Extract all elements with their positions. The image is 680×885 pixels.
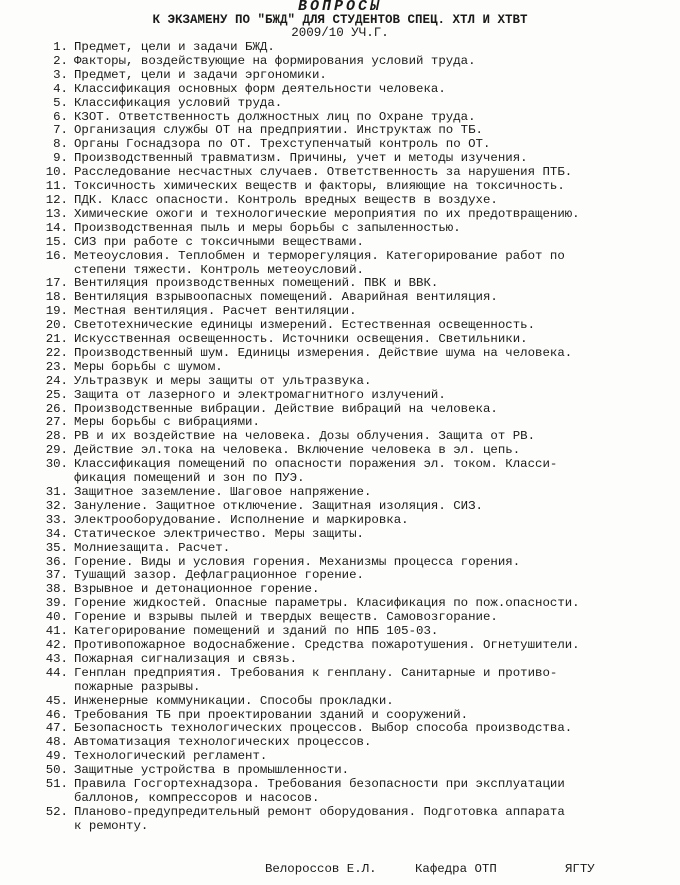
question-item: [30, 722, 650, 736]
question-item: [30, 250, 650, 278]
question-number: 35.: [45, 540, 68, 555]
question-item: [30, 695, 650, 709]
question-number: 49.: [45, 749, 68, 764]
question-item: [30, 542, 650, 556]
question-text: Производственная пыль и меры борьбы с запыленностью.: [74, 220, 461, 235]
academic-year: 2009/10 УЧ.Г.: [291, 26, 389, 40]
question-number: 42.: [45, 637, 68, 652]
question-item: [30, 583, 650, 597]
question-text: Тушащий зазор. Дефлаграционное горение.: [74, 568, 364, 583]
question-text: Электрооборудование. Исполнение и маркировка.: [74, 512, 409, 527]
question-text: Вентиляция производственных помещений. ПВК и ВВК.: [74, 276, 439, 291]
question-item: [30, 486, 650, 500]
question-item: [30, 97, 650, 111]
question-text: СИЗ при работе с токсичными веществами.: [74, 234, 364, 249]
question-number: 44.: [45, 665, 68, 680]
question-text: Светотехнические единицы измерений. Естественная освещенность.: [74, 318, 536, 333]
question-number: 50.: [45, 763, 68, 778]
question-text: Требования ТБ при проектировании зданий и сооружений.: [74, 707, 469, 722]
question-number: 45.: [45, 693, 68, 708]
question-text: Меры борьбы с вибрациями.: [74, 415, 260, 430]
question-text: Предмет, цели и задачи эргономики.: [74, 67, 327, 82]
footer-department: Кафедра ОТП: [415, 862, 497, 876]
question-text: Ультразвук и меры защиты от ультразвука.: [74, 373, 372, 388]
question-number: 29.: [45, 443, 68, 458]
question-number: 15.: [45, 234, 68, 249]
question-item: [30, 236, 650, 250]
question-number: 10.: [45, 165, 68, 180]
question-item: [30, 41, 650, 55]
question-number: 27.: [45, 415, 68, 430]
question-item: [30, 653, 650, 667]
question-text: Факторы, воздействующие на формирования условий труда.: [74, 53, 476, 68]
question-number: 52.: [45, 804, 68, 819]
question-item: [30, 569, 650, 583]
questions-list: [30, 41, 650, 834]
question-text: Органы Госнадзора по ОТ. Трехступенчатый контроль по ОТ.: [74, 137, 491, 152]
question-item: [30, 319, 650, 333]
question-text: Защита от лазерного и электромагнитного излучений.: [74, 387, 446, 402]
question-text: Безопасность технологических процессов. Выбор способа производства.: [74, 721, 573, 736]
question-number: 8.: [53, 137, 68, 152]
question-number: 13.: [45, 206, 68, 221]
question-number: 38.: [45, 582, 68, 597]
question-item: [30, 222, 650, 236]
document-title: ВОПРОСЫ: [297, 0, 382, 15]
question-item: [30, 611, 650, 625]
question-item: [30, 528, 650, 542]
question-item: [30, 305, 650, 319]
question-item: [30, 778, 650, 806]
question-item: [30, 430, 650, 444]
question-number: 41.: [45, 624, 68, 639]
question-text: Генплан предприятия. Требования к генплану. Санитарные и противо- пожарные разрывы.: [74, 665, 558, 694]
footer-university: ЯГТУ: [565, 862, 595, 876]
question-text: Предмет, цели и задачи БЖД.: [74, 40, 275, 54]
question-text: Метеоусловия. Теплобмен и терморегуляция. Категорирование работ по степени тяжести. Контроль метеоусловий.: [74, 248, 565, 277]
question-item: [30, 208, 650, 222]
question-item: [30, 500, 650, 514]
question-item: [30, 806, 650, 834]
question-number: 47.: [45, 721, 68, 736]
question-number: 34.: [45, 526, 68, 541]
question-number: 28.: [45, 429, 68, 444]
question-number: 26.: [45, 401, 68, 416]
question-text: Производственный травматизм. Причины, учет и методы изучения.: [74, 151, 528, 166]
question-item: [30, 347, 650, 361]
question-number: 22.: [45, 345, 68, 360]
question-number: 30.: [45, 457, 68, 472]
question-item: [30, 361, 650, 375]
question-number: 14.: [45, 220, 68, 235]
question-text: Горение жидкостей. Опасные параметры. Класификация по пож.опасности.: [74, 596, 580, 611]
question-text: Классификация основных форм деятельности человека.: [74, 81, 446, 96]
question-text: Местная вентиляция. Расчет вентиляции.: [74, 304, 357, 319]
question-number: 18.: [45, 290, 68, 305]
question-number: 2.: [53, 53, 68, 68]
question-item: [30, 124, 650, 138]
question-number: 51.: [45, 777, 68, 792]
question-text: Пожарная сигнализация и связь.: [74, 651, 298, 666]
question-number: 32.: [45, 498, 68, 513]
question-number: 19.: [45, 304, 68, 319]
question-number: 20.: [45, 318, 68, 333]
footer-author: Велороссов Е.Л.: [265, 862, 377, 876]
question-number: 7.: [53, 123, 68, 138]
question-number: 3.: [53, 67, 68, 82]
question-text: Горение. Виды и условия горения. Механизмы процесса горения.: [74, 554, 521, 569]
question-number: 36.: [45, 554, 68, 569]
question-item: [30, 514, 650, 528]
question-item: [30, 194, 650, 208]
question-number: 23.: [45, 359, 68, 374]
question-text: Организация службы ОТ на предприятии. Инструктаж по ТБ.: [74, 123, 483, 138]
document-header: [0, 0, 680, 40]
question-number: 17.: [45, 276, 68, 291]
question-text: Молниезащита. Расчет.: [74, 540, 231, 555]
question-text: РВ и их воздействие на человека. Дозы облучения. Защита от РВ.: [74, 429, 536, 444]
question-text: ПДК. Класс опасности. Контроль вредных веществ в воздухе.: [74, 192, 498, 207]
question-number: 4.: [53, 81, 68, 96]
question-text: Категорирование помещений и зданий по НПБ 105-03.: [74, 624, 439, 639]
question-text: Инженерные коммуникации. Способы прокладки.: [74, 693, 394, 708]
question-text: Горение и взрывы пылей и твердых веществ. Самовозгорание.: [74, 610, 498, 625]
question-text: Защитные устройства в промышленности.: [74, 763, 350, 778]
question-item: [30, 709, 650, 723]
question-text: Зануление. Защитное отключение. Защитная изоляция. СИЗ.: [74, 498, 483, 513]
question-text: Искусственная освещенность. Источники освещения. Светильники.: [74, 332, 528, 347]
question-text: Меры борьбы с шумом.: [74, 359, 223, 374]
question-number: 25.: [45, 387, 68, 402]
question-text: Действие эл.тока на человека. Включение человека в эл. цепь.: [74, 443, 521, 458]
question-item: [30, 69, 650, 83]
question-item: [30, 444, 650, 458]
question-item: [30, 403, 650, 417]
question-number: 1.: [53, 40, 68, 54]
question-item: [30, 83, 650, 97]
question-text: Классификация помещений по опасности поражения эл. током. Класси- фикация помещений и зон по ПУЭ.: [74, 457, 558, 486]
question-item: [30, 138, 650, 152]
question-number: 24.: [45, 373, 68, 388]
question-item: [30, 416, 650, 430]
question-text: Технологический регламент.: [74, 749, 268, 764]
question-text: Противопожарное водоснабжение. Средства пожаротушения. Огнетушители.: [74, 637, 580, 652]
question-text: Токсичность химических веществ и факторы, влияющие на токсичность.: [74, 179, 565, 194]
question-text: Автоматизация технологических процессов.: [74, 735, 372, 750]
question-text: Производственный шум. Единицы измерения. Действие шума на человека.: [74, 345, 573, 360]
question-item: [30, 625, 650, 639]
question-text: Статическое электричество. Меры защиты.: [74, 526, 364, 541]
question-item: [30, 389, 650, 403]
question-item: [30, 55, 650, 69]
question-item: [30, 458, 650, 486]
question-item: [30, 750, 650, 764]
question-item: [30, 111, 650, 125]
question-text: Производственные вибрации. Действие вибраций на человека.: [74, 401, 498, 416]
question-item: [30, 597, 650, 611]
question-text: КЗОТ. Ответственность должностных лиц по Охране труда.: [74, 109, 476, 124]
document-subtitle: К ЭКЗАМЕНУ ПО "БЖД" ДЛЯ СТУДЕНТОВ СПЕЦ. ХТЛ И ХТВТ: [152, 13, 528, 27]
question-text: Классификация условий труда.: [74, 95, 283, 110]
question-number: 37.: [45, 568, 68, 583]
question-number: 9.: [53, 151, 68, 166]
question-item: [30, 277, 650, 291]
question-number: 21.: [45, 332, 68, 347]
question-item: [30, 736, 650, 750]
question-number: 6.: [53, 109, 68, 124]
question-text: Взрывное и детонационное горение.: [74, 582, 320, 597]
question-item: [30, 764, 650, 778]
question-number: 12.: [45, 192, 68, 207]
question-number: 48.: [45, 735, 68, 750]
question-item: [30, 556, 650, 570]
question-item: [30, 333, 650, 347]
question-number: 5.: [53, 95, 68, 110]
question-text: Химические ожоги и технологические мероприятия по их предотвращению.: [74, 206, 580, 221]
question-number: 11.: [45, 179, 68, 194]
question-item: [30, 291, 650, 305]
question-number: 16.: [45, 248, 68, 263]
question-number: 43.: [45, 651, 68, 666]
question-number: 39.: [45, 596, 68, 611]
question-item: [30, 166, 650, 180]
question-text: Защитное заземление. Шаговое напряжение.: [74, 485, 372, 499]
question-item: [30, 180, 650, 194]
question-number: 46.: [45, 707, 68, 722]
question-item: [30, 639, 650, 653]
question-number: 31.: [45, 485, 68, 499]
question-number: 33.: [45, 512, 68, 527]
question-text: Вентиляция взрывоопасных помещений. Аварийная вентиляция.: [74, 290, 498, 305]
question-item: [30, 375, 650, 389]
question-text: Планово-предупредительный ремонт оборудования. Подготовка аппарата к ремонту.: [74, 804, 565, 833]
question-number: 40.: [45, 610, 68, 625]
question-text: Расследование несчастных случаев. Ответственность за нарушения ПТБ.: [74, 165, 573, 180]
question-item: [30, 667, 650, 695]
question-item: [30, 152, 650, 166]
question-text: Правила Госгортехнадзора. Требования безопасности при эксплуатации баллонов, компрессоров и насосов.: [74, 777, 565, 805]
